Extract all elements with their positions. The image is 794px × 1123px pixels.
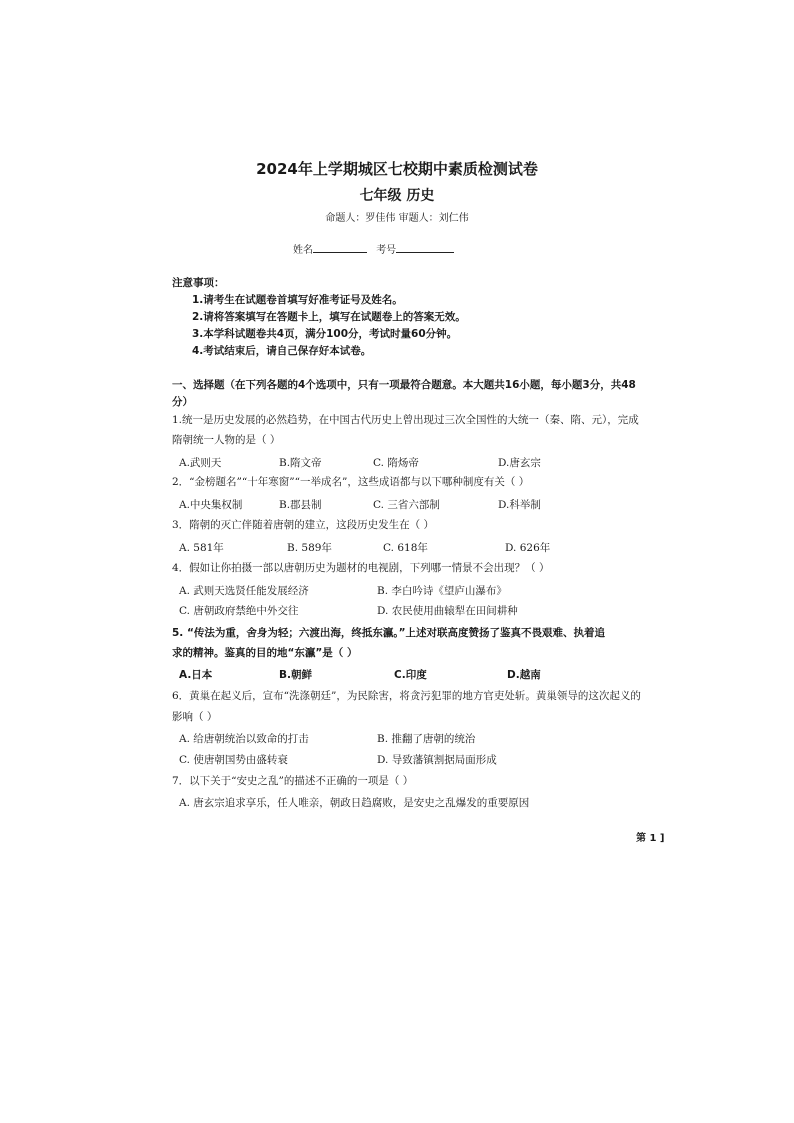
q7-stem: 7．以下关于“安史之乱”的描述不正确的一项是（ ） [172, 775, 414, 787]
q5-option-c[interactable]: C.印度 [394, 669, 427, 681]
q5-stem-line2: 求的精神。鉴真的目的地“东瀛”是（ ） [172, 647, 358, 659]
page-number: 第 1 ] [636, 833, 665, 844]
exam-authors: 命题人：罗佳伟 审题人：刘仁伟 [325, 213, 469, 224]
q3-option-b[interactable]: B. 589年 [287, 542, 332, 554]
q6-stem-line2: 影响（ ） [172, 711, 218, 723]
q1-option-b[interactable]: B.隋文帝 [279, 457, 322, 469]
notes-heading: 注意事项： [172, 277, 225, 289]
q2-option-d[interactable]: D.科举制 [498, 499, 541, 511]
name-label: 姓名 [293, 245, 313, 256]
q1-option-d[interactable]: D.唐玄宗 [498, 457, 541, 469]
q4-option-a[interactable]: A. 武则天选贤任能发展经济 [179, 585, 309, 597]
q3-option-c[interactable]: C. 618年 [383, 542, 428, 554]
q3-option-d[interactable]: D. 626年 [505, 542, 551, 554]
q5-option-d[interactable]: D.越南 [507, 669, 541, 681]
q6-option-c[interactable]: C. 使唐朝国势由盛转衰 [179, 754, 288, 766]
q2-stem: 2．“金榜题名”“十年寒窗”“一举成名”，这些成语都与以下哪种制度有关（ ） [172, 476, 530, 488]
student-info-line [293, 241, 454, 256]
q1-option-c[interactable]: C. 隋炀帝 [373, 457, 419, 469]
id-label: 考号 [376, 245, 397, 256]
q2-option-a[interactable]: A.中央集权制 [179, 499, 243, 511]
q5-option-b[interactable]: B.朝鲜 [279, 669, 312, 681]
section-heading-line2: 分） [172, 396, 193, 408]
q6-option-a[interactable]: A. 给唐朝统治以致命的打击 [179, 733, 309, 745]
exam-title: 2024年上学期城区七校期中素质检测试卷 [256, 160, 538, 178]
exam-subtitle: 七年级 历史 [359, 188, 435, 204]
notes-item-4: 4.考试结束后，请自己保存好本试卷。 [192, 345, 372, 357]
q6-stem-line1: 6．黄巢在起义后，宣布“洗涤朝廷”，为民除害，将贪污犯罪的地方官吏处斩。黄巢领导的这次起义的 [172, 690, 641, 702]
q6-option-b[interactable]: B. 推翻了唐朝的统治 [377, 733, 476, 745]
q5-stem-line1: 5. “传法为重，舍身为轻；六渡出海，终抵东瀛。”上述对联高度赞扬了鉴真不畏艰难、执着追 [172, 627, 606, 639]
id-blank[interactable] [396, 242, 454, 253]
notes-item-1: 1.请考生在试题卷首填写好准考证号及姓名。 [192, 294, 403, 306]
q3-option-a[interactable]: A. 581年 [179, 542, 224, 554]
q4-stem: 4．假如让你拍摄一部以唐朝历史为题材的电视剧，下列哪一情景不会出现？（ ） [172, 562, 550, 574]
q1-option-a[interactable]: A.武则天 [179, 457, 222, 469]
name-blank[interactable] [313, 242, 367, 253]
q2-option-b[interactable]: B.郡县制 [279, 499, 322, 511]
notes-item-2: 2.请将答案填写在答题卡上，填写在试题卷上的答案无效。 [192, 311, 466, 323]
q4-option-d[interactable]: D. 农民使用曲辕犁在田间耕种 [377, 605, 518, 617]
q1-stem-line2: 隋朝统一人物的是（ ） [172, 434, 281, 446]
q3-stem: 3．隋朝的灭亡伴随着唐朝的建立，这段历史发生在（ ） [172, 519, 435, 531]
section-heading-line1: 一、选择题（在下列各题的4个选项中，只有一项最符合题意。本大题共16小题，每小题3分，共48 [172, 379, 636, 391]
q1-stem-line1: 1.统一是历史发展的必然趋势，在中国古代历史上曾出现过三次全国性的大统一（秦、隋、元），完成 [172, 414, 639, 426]
notes-item-3: 3.本学科试题卷共4页，满分100分，考试时量60分钟。 [192, 328, 458, 340]
q4-option-b[interactable]: B. 李白吟诗《望庐山瀑布》 [377, 585, 507, 597]
q4-option-c[interactable]: C. 唐朝政府禁绝中外交往 [179, 605, 299, 617]
q7-option-a[interactable]: A. 唐玄宗追求享乐，任人唯亲，朝政日趋腐败，是安史之乱爆发的重要原因 [179, 797, 530, 809]
q6-option-d[interactable]: D. 导致藩镇割据局面形成 [377, 754, 497, 766]
q5-option-a[interactable]: A.日本 [179, 669, 213, 681]
q2-option-c[interactable]: C. 三省六部制 [373, 499, 440, 511]
